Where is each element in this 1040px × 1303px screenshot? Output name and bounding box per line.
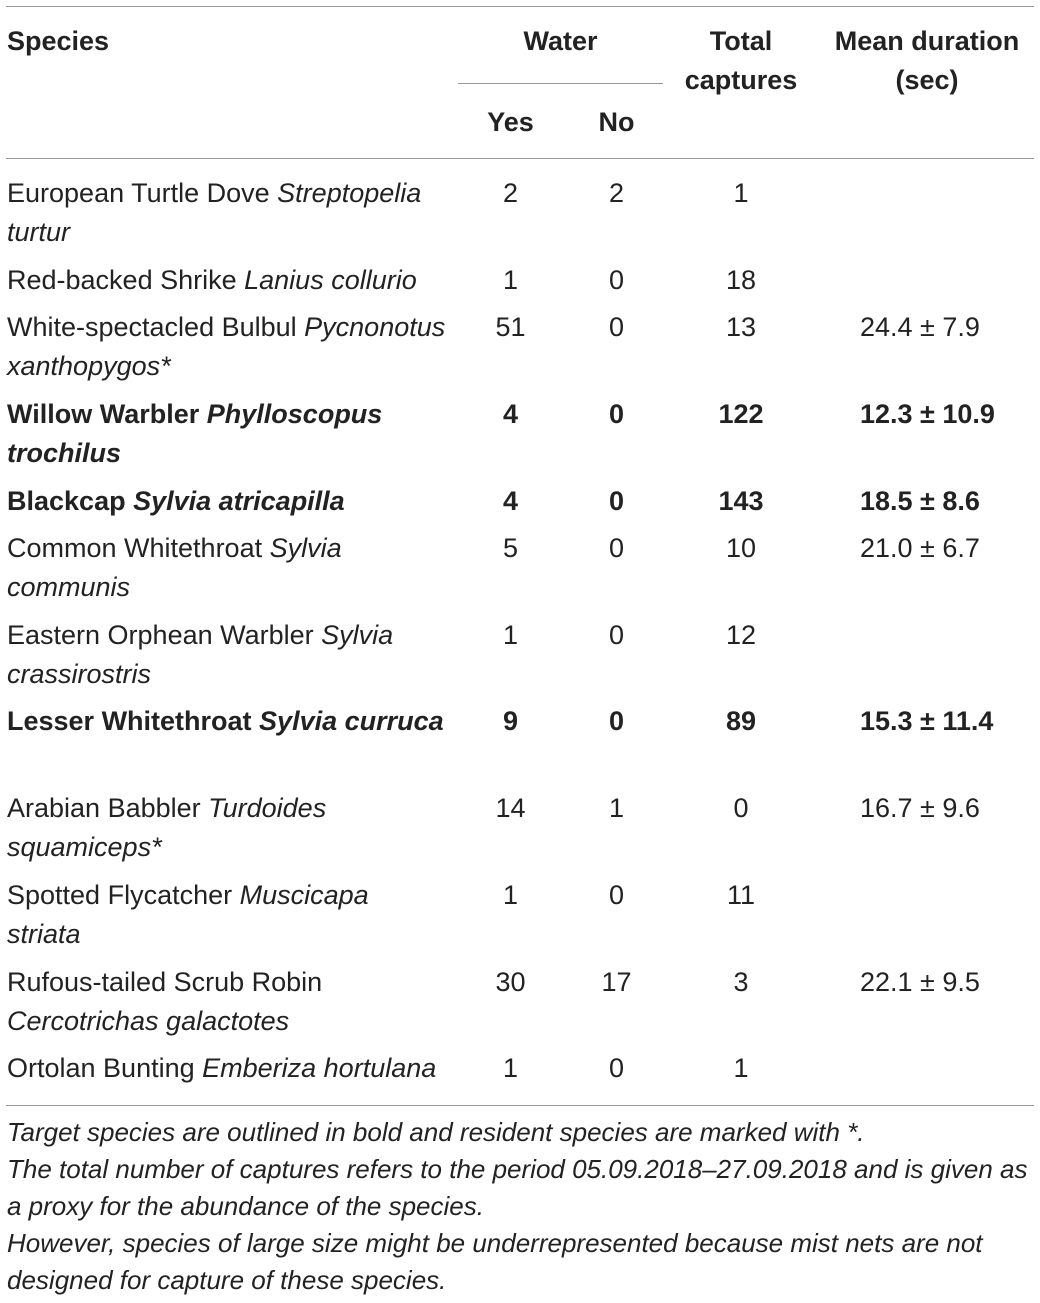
water-no-cell: 0 <box>608 880 625 910</box>
footnote: However, species of large size might be underrepresented because mist nets are not designed for capture of these species. <box>7 1228 983 1295</box>
water-no-cell: 0 <box>608 312 625 342</box>
header-species: Species <box>7 26 110 56</box>
water-yes-cell: 1 <box>502 265 519 295</box>
latin-name: Lanius collurio <box>244 265 417 295</box>
water-yes-cell: 1 <box>502 620 519 650</box>
common-name: White-spectacled Bulbul <box>7 312 305 342</box>
latin-name: Sylvia communis <box>7 533 342 602</box>
water-no-cell: 0 <box>608 533 625 563</box>
total-captures-cell: 122 <box>718 399 764 429</box>
header-mean-line2: (sec) <box>895 65 959 95</box>
water-yes-cell: 4 <box>502 486 519 516</box>
common-name: Blackcap <box>7 486 134 516</box>
species-name-cell <box>7 308 447 386</box>
latin-name: Sylvia atricapilla <box>133 486 345 516</box>
species-name-cell <box>7 702 447 741</box>
mean-duration-cell: 24.4 ± 7.9 <box>860 312 980 342</box>
total-captures-cell: 18 <box>725 265 757 295</box>
total-captures-cell: 10 <box>725 533 757 563</box>
water-yes-cell: 14 <box>495 793 526 823</box>
latin-name: Pycnonotus xanthopygos* <box>7 312 446 381</box>
water-yes-cell: 30 <box>495 967 526 997</box>
water-no-cell: 17 <box>601 967 632 997</box>
table-bottom-rule <box>6 1105 1034 1106</box>
latin-name: Phylloscopus trochilus <box>7 399 383 468</box>
water-yes-cell: 1 <box>502 880 519 910</box>
header-total-line2: captures <box>684 65 798 95</box>
water-no-cell: 2 <box>608 178 625 208</box>
common-name: Rufous-tailed Scrub Robin <box>7 967 323 997</box>
total-captures-cell: 1 <box>733 178 749 208</box>
common-name: Common Whitethroat <box>7 533 270 563</box>
total-captures-cell: 3 <box>733 967 749 997</box>
mean-duration-cell: 21.0 ± 6.7 <box>860 533 980 563</box>
mean-duration-cell: 18.5 ± 8.6 <box>860 486 980 516</box>
total-captures-cell: 11 <box>726 880 756 910</box>
water-no-cell: 0 <box>608 620 625 650</box>
species-name-cell <box>7 174 447 252</box>
common-name: Eastern Orphean Warbler <box>7 620 322 650</box>
water-no-cell: 1 <box>608 793 625 823</box>
water-no-cell: 0 <box>608 706 625 736</box>
mean-duration-cell: 12.3 ± 10.9 <box>860 399 995 429</box>
table-footnotes <box>7 1114 1037 1299</box>
footnote: Target species are outlined in bold and resident species are marked with *. <box>7 1117 865 1147</box>
water-yes-cell: 4 <box>502 399 519 429</box>
latin-name: Sylvia crassirostris <box>7 620 394 689</box>
header-total-line1: Total <box>709 26 773 56</box>
total-captures-cell: 89 <box>725 706 757 736</box>
total-captures-cell: 12 <box>725 620 757 650</box>
mean-duration-cell: 16.7 ± 9.6 <box>860 793 980 823</box>
total-captures-cell: 1 <box>733 1053 749 1083</box>
water-group-rule <box>458 83 663 84</box>
water-no-cell: 0 <box>608 486 625 516</box>
species-name-cell <box>7 876 447 954</box>
water-yes-cell: 9 <box>502 706 519 736</box>
species-name-cell <box>7 261 447 300</box>
latin-name: Streptopelia turtur <box>7 178 422 247</box>
species-name-cell <box>7 789 447 867</box>
species-name-cell <box>7 529 447 607</box>
water-yes-cell: 5 <box>502 533 519 563</box>
mean-duration-cell: 15.3 ± 11.4 <box>860 706 994 736</box>
table-top-rule <box>6 6 1034 7</box>
species-name-cell <box>7 963 447 1041</box>
total-captures-cell: 13 <box>725 312 757 342</box>
common-name: European Turtle Dove <box>7 178 278 208</box>
water-yes-cell: 2 <box>502 178 519 208</box>
header-water: Water <box>523 26 598 56</box>
latin-name: Emberiza hortulana <box>202 1053 437 1083</box>
water-yes-cell: 51 <box>495 312 526 342</box>
latin-name: Cercotrichas galactotes <box>7 1006 290 1036</box>
header-no: No <box>598 107 635 137</box>
species-name-cell <box>7 616 447 694</box>
common-name: Willow Warbler <box>7 399 207 429</box>
total-captures-cell: 0 <box>733 793 749 823</box>
water-no-cell: 0 <box>608 399 625 429</box>
species-name-cell <box>7 482 447 521</box>
latin-name: Sylvia curruca <box>259 706 444 736</box>
latin-name: Muscicapa striata <box>7 880 369 949</box>
common-name: Lesser Whitethroat <box>7 706 260 736</box>
water-no-cell: 0 <box>608 1053 625 1083</box>
species-name-cell <box>7 1049 447 1088</box>
common-name: Ortolan Bunting <box>7 1053 203 1083</box>
header-mean-line1: Mean duration <box>834 26 1020 56</box>
mean-duration-cell: 22.1 ± 9.5 <box>860 967 980 997</box>
header-bottom-rule <box>6 158 1034 159</box>
header-yes: Yes <box>487 107 534 137</box>
total-captures-cell: 143 <box>718 486 764 516</box>
latin-name: Turdoides squamiceps* <box>7 793 327 862</box>
footnote: The total number of captures refers to the period 05.09.2018–27.09.2018 and is given as a proxy for the abundance of the species. <box>7 1154 1028 1221</box>
species-name-cell <box>7 395 447 473</box>
common-name: Arabian Babbler <box>7 793 209 823</box>
water-yes-cell: 1 <box>502 1053 519 1083</box>
common-name: Spotted Flycatcher <box>7 880 240 910</box>
water-no-cell: 0 <box>608 265 625 295</box>
common-name: Red-backed Shrike <box>7 265 245 295</box>
